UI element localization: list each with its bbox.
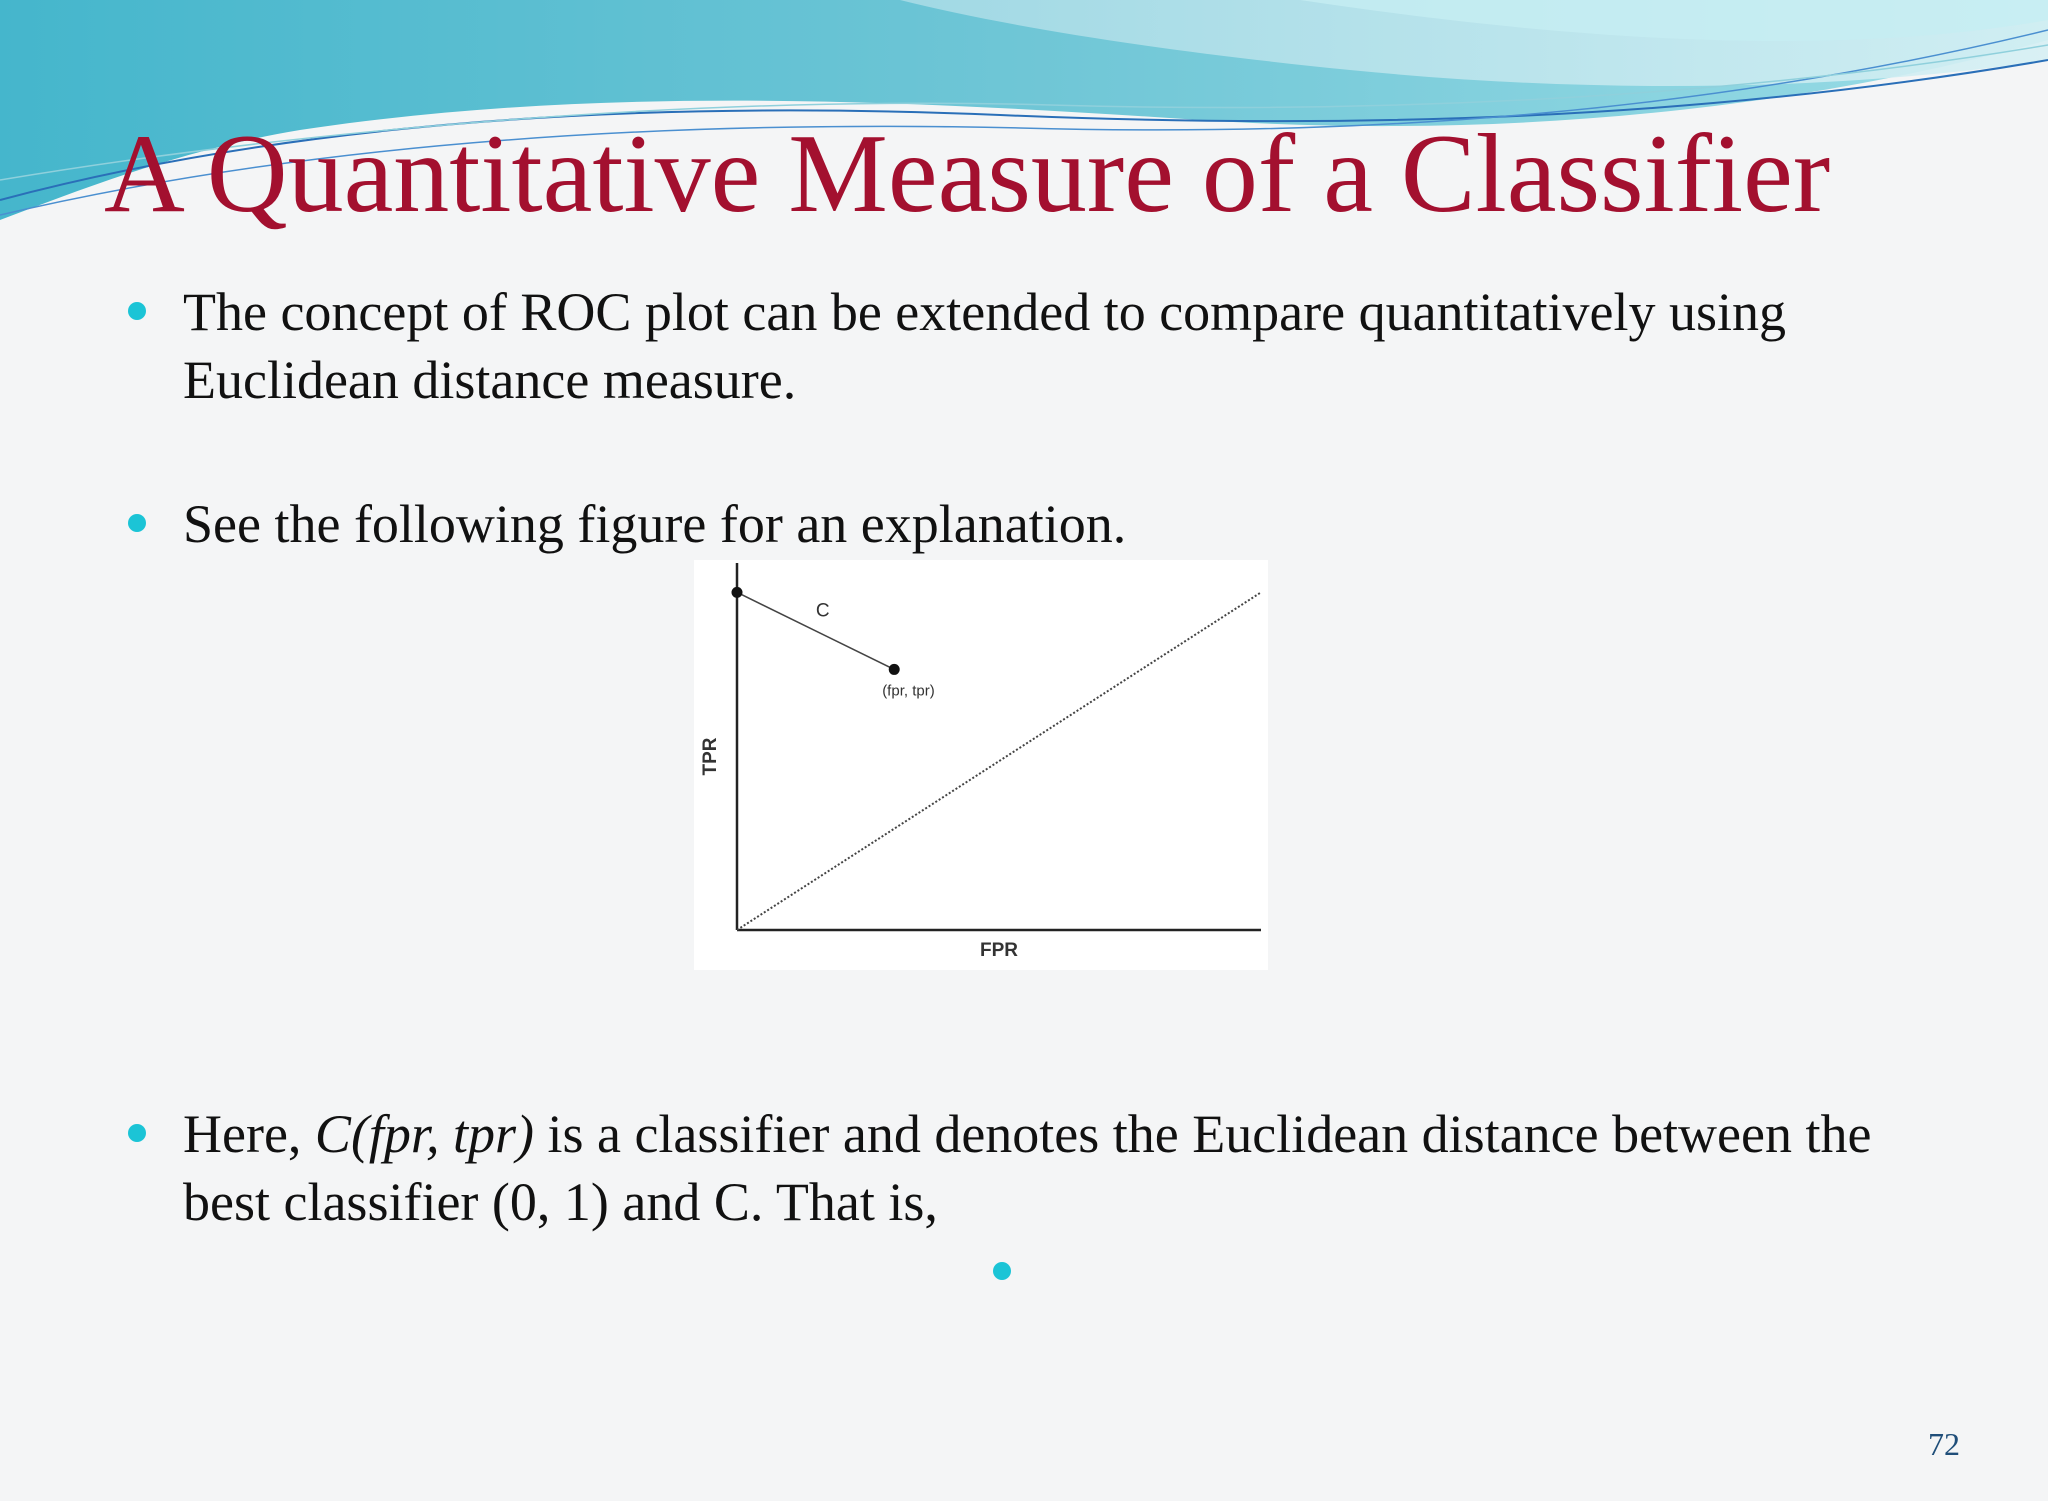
point-label: (fpr, tpr)	[882, 682, 935, 700]
random-guess-diagonal	[737, 592, 1261, 930]
y-axis-label: TPR	[700, 737, 721, 776]
bullet-text	[183, 1100, 1904, 1236]
bullet-text: See the following figure for an explanation.	[183, 494, 1127, 554]
bullet-dot-icon	[128, 1124, 146, 1142]
bullet-item	[124, 1100, 1904, 1236]
bullet-dot-icon	[128, 514, 146, 532]
data-point	[889, 664, 900, 675]
bullet-item	[124, 490, 1904, 558]
bullet-item	[124, 278, 1904, 414]
roc-plot	[694, 560, 1268, 970]
x-axis-label: FPR	[980, 940, 1018, 961]
bullet-text-suffix: is a classifier and denotes the Euclidean distance between the best classifier (0, 1) and C. That is,	[183, 1104, 1872, 1232]
segment-annotation: C	[815, 600, 830, 622]
classifier-notation: C(fpr, tpr)	[314, 1104, 534, 1164]
slide-title: A Quantitative Measure of a Classifier	[104, 112, 1831, 236]
bullet-text: The concept of ROC plot can be extended to compare quantitatively using Euclidean distance measure.	[183, 282, 1787, 410]
page-number: 72	[1928, 1426, 1960, 1462]
data-point	[732, 587, 743, 598]
bullet-text-prefix: Here,	[183, 1104, 315, 1164]
bullet-dot-icon	[128, 302, 146, 320]
empty-bullet-dot-icon	[993, 1262, 1011, 1280]
